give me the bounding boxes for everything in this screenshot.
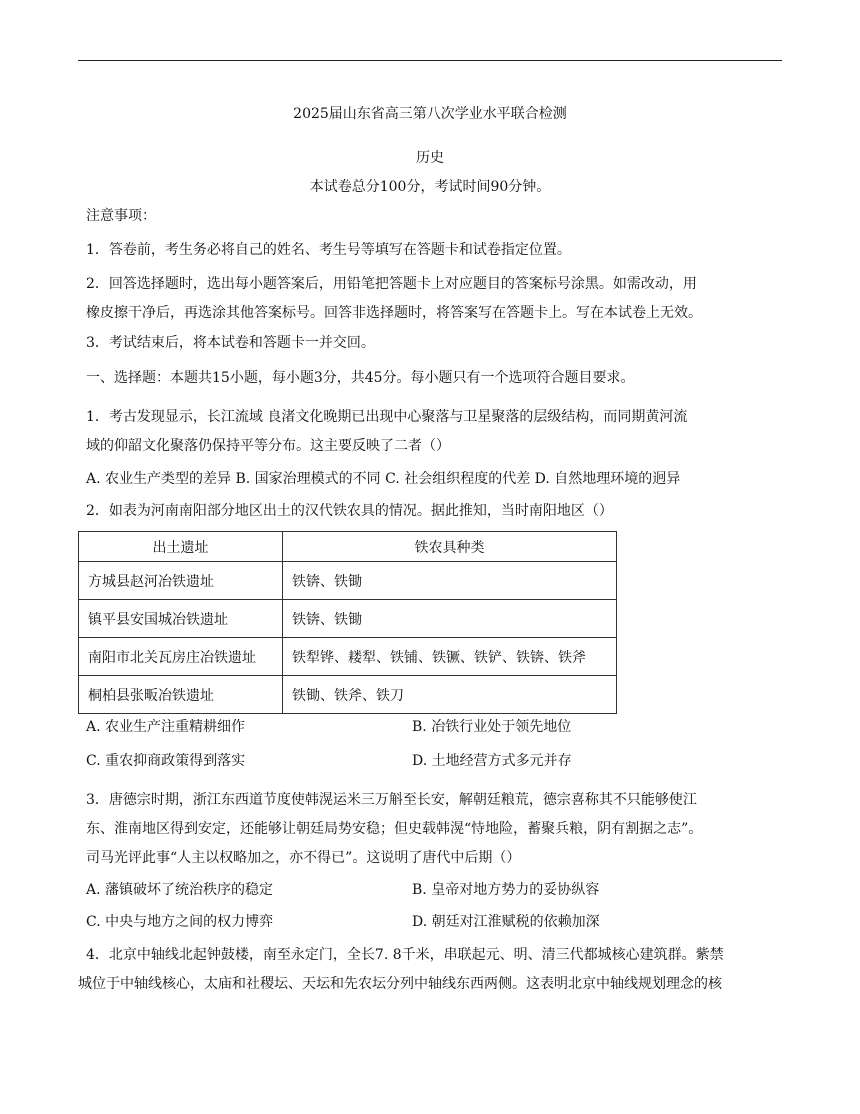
exam-info: 本试卷总分100分，考试时间90分钟。 <box>309 179 551 195</box>
q3-option-a: A. 藩镇破坏了统治秩序的稳定 <box>86 882 274 898</box>
q1-stem: 域的仰韶文化聚落仍保持平等分布。这主要反映了二者（） <box>86 438 450 454</box>
table-cell: 铁锄、铁斧、铁刀 <box>283 676 617 714</box>
q3-stem: 东、淮南地区得到安定，还能够让朝廷局势安稳；但史载韩滉“恃地险，蓄聚兵粮，阴有割据之志”。 <box>86 821 703 837</box>
q2-table <box>78 531 617 714</box>
q4-stem: 城位于中轴线核心，太庙和社稷坛、天坛和先农坛分列中轴线东西两侧。这表明北京中轴线规划理念的核 <box>78 976 722 992</box>
q4-stem: 4．北京中轴线北起钟鼓楼，南至永定门，全长7. 8千米，串联起元、明、清三代都城核心建筑群。紫禁 <box>86 947 724 963</box>
table-header: 铁农具种类 <box>283 532 617 562</box>
q3-option-d: D. 朝廷对江淮赋税的依赖加深 <box>412 914 600 930</box>
table-row <box>79 676 617 714</box>
table-cell: 南阳市北关瓦房庄冶铁遗址 <box>79 638 283 676</box>
table-header: 出土遗址 <box>79 532 283 562</box>
header-rule <box>78 60 782 61</box>
table-cell: 方城县赵河冶铁遗址 <box>79 562 283 600</box>
exam-title: 2025届山东省高三第八次学业水平联合检测 <box>293 106 567 122</box>
table-header-row <box>79 532 617 562</box>
notice-item: 橡皮擦干净后，再选涂其他答案标号。回答非选择题时，将答案写在答题卡上。写在本试卷上无效。 <box>86 305 702 321</box>
subject-title: 历史 <box>416 150 444 166</box>
q2-option-c: C. 重农抑商政策得到落实 <box>86 753 246 769</box>
table-row <box>79 638 617 676</box>
table-row <box>79 600 617 638</box>
section-heading: 一、选择题：本题共15小题，每小题3分，共45分。每小题只有一个选项符合题目要求。 <box>86 370 635 386</box>
notice-heading: 注意事项： <box>86 208 156 224</box>
q3-option-b: B. 皇帝对地方势力的妥协纵容 <box>412 882 600 898</box>
q3-option-c: C. 中央与地方之间的权力博弈 <box>86 914 274 930</box>
notice-item: 3．考试结束后，将本试卷和答题卡一并交回。 <box>86 335 375 351</box>
notice-item: 1．答卷前，考生务必将自己的姓名、考生号等填写在答题卡和试卷指定位置。 <box>86 242 571 258</box>
q3-stem: 3．唐德宗时期，浙江东西道节度使韩滉运米三万斛至长安，解朝廷粮荒，德宗喜称其不只能够使江 <box>86 792 697 808</box>
table-cell: 铁犁铧、耧犁、铁铺、铁镢、铁铲、铁锛、铁斧 <box>283 638 617 676</box>
q1-stem: 1．考古发现显示，长江流域 良渚文化晚期已出现中心聚落与卫星聚落的层级结构，而同期黄河流 <box>86 409 688 425</box>
table-cell: 铁锛、铁锄 <box>283 562 617 600</box>
q2-option-b: B. 冶铁行业处于领先地位 <box>412 719 572 735</box>
q1-options: A. 农业生产类型的差异 B. 国家治理模式的不同 C. 社会组织程度的代差 D. 自然地理环境的迥异 <box>86 471 681 487</box>
table-cell: 桐柏县张畈冶铁遗址 <box>79 676 283 714</box>
q3-stem: 司马光评此事“人主以权略加之，亦不得已”。这说明了唐代中后期（） <box>86 850 521 866</box>
q2-option-a: A. 农业生产注重精耕细作 <box>86 719 246 735</box>
notice-item: 2．回答选择题时，选出每小题答案后，用铅笔把答题卡上对应题目的答案标号涂黑。如需改动，用 <box>86 276 697 292</box>
table-cell: 镇平县安国城冶铁遗址 <box>79 600 283 638</box>
q2-option-d: D. 土地经营方式多元并存 <box>412 753 572 769</box>
q2-stem: 2．如表为河南南阳部分地区出土的汉代铁农具的情况。据此推知，当时南阳地区（） <box>86 503 613 519</box>
table-row <box>79 562 617 600</box>
table-cell: 铁锛、铁锄 <box>283 600 617 638</box>
